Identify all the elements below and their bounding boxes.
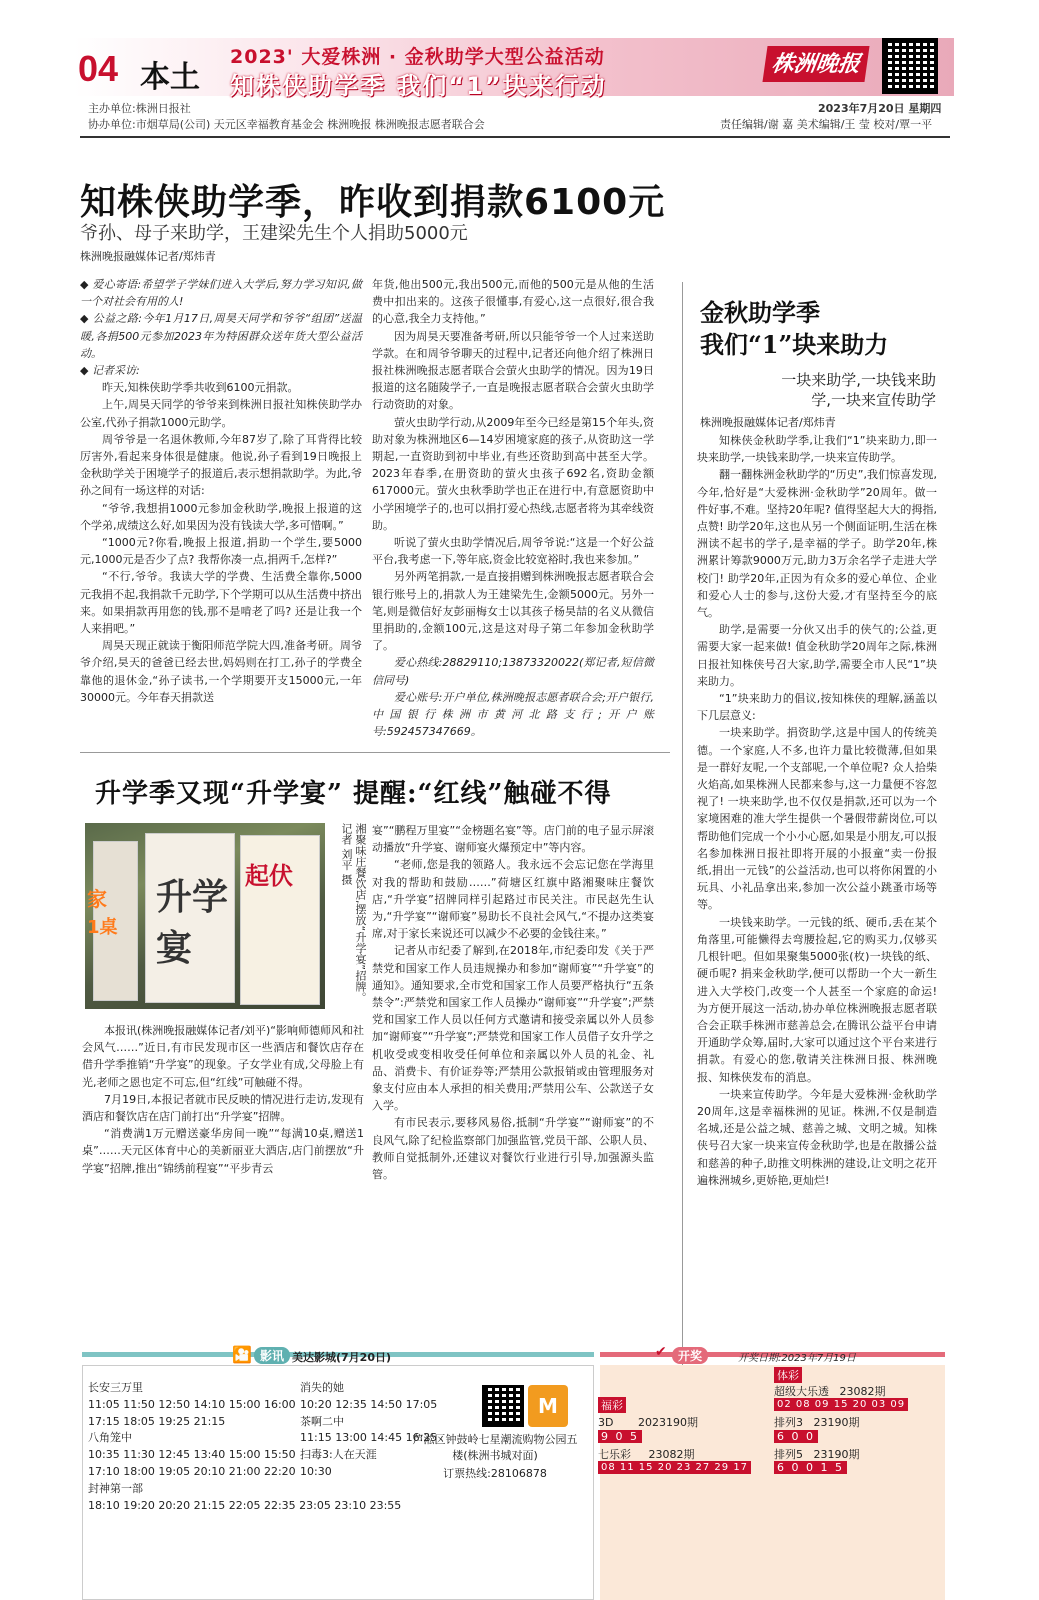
- movie-title: 茶啊二中: [300, 1414, 344, 1428]
- paper-logo: 株洲晚报: [762, 46, 869, 82]
- campaign-title: 2023' 大爱株洲 · 金秋助学大型公益活动: [230, 46, 605, 68]
- lottery-name: 排列5: [774, 1448, 803, 1461]
- cinema-phone: 订票热线:28106878: [443, 1467, 547, 1480]
- paragraph: 爱心热线:28829110;13873320022(郑记者,短信微信同号): [372, 656, 654, 687]
- sidebar-subtitle-line-1: 一块来助学,一块钱来助: [781, 371, 936, 389]
- paragraph: 上午,周昊天同学的爷爷来到株洲日报社知株侠助学办公室,代孙子捐款1000元助学。: [80, 398, 362, 429]
- photo-sign-text: 1桌: [87, 917, 118, 938]
- paragraph: 因为周昊天要准备考研,所以只能爷爷一个人过来送助学款。在和周爷爷聊天的过程中,记者还向他介绍了株洲日报社株洲晚报志愿者联合会萤火虫助学的情况。因为19日报道的这名随陵学子,一直是晚报志愿者联合会萤火虫助学行动资助的对象。: [372, 329, 654, 412]
- second-article-column-2: [372, 822, 654, 1212]
- lottery-issue: 23190期: [813, 1416, 860, 1429]
- paragraph: 年货,他出500元,我出500元,而他的500元是从他的生活费中扣出来的。这孩子很懂事,有爱心,这一点很好,很合我的心意,我全力支持他。”: [372, 278, 654, 326]
- lottery-pailie3-numbers: 6 0 0: [774, 1430, 818, 1443]
- paragraph: 周昊天现正就读于衡阳师范学院大四,准备考研。周爷爷介绍,昊天的爸爸已经去世,妈妈则在打工,孙子的学费全靠他的退休金,“孙子读书,一个学期要开支15000元,一年30000元。今年春天捐款送: [80, 639, 362, 704]
- movie-title: 封神第一部: [88, 1481, 143, 1495]
- paragraph: 助学,是需要一分伙又出手的侠气的;公益,更需要大家一起来做! 值金秋助学20周年之际,株洲日报社知株侠号召大家,助学,需要全市人民“1”块来助力。: [697, 623, 937, 688]
- lottery-name: 3D: [598, 1416, 614, 1429]
- showtimes: 17:15 18:05 19:25 21:15: [88, 1414, 226, 1428]
- cinema-logo-icon: M: [528, 1385, 568, 1427]
- showtimes: 18:10 19:20 20:20 21:15 22:05 22:35 23:05 23:10 23:55: [88, 1498, 402, 1512]
- paragraph: 记者从市纪委了解到,在2018年,市纪委印发《关于严禁党和国家工作人员违规操办和参加“谢师宴”“升学宴”的通知》。通知要求,全市党和国家工作人员要严格执行“五条禁令”:严禁党和国家工作人员操办“谢师宴”“升学宴”;严禁党和国家工作人员以任何方式邀请和接受亲属以外人员参加“谢师宴”“升学宴”;严禁党和国家工作人员借子女升学之机收受或变相收受任何单位和亲属以外人员的礼金、礼品、消费卡、有价证券等;严禁用公款报销或由管理服务对象支付应由本人承担的相关费用;严禁用公车、公款送子女入学。: [372, 944, 654, 1113]
- lottery-qile-numbers: 08 11 15 20 23 27 29 17: [598, 1461, 751, 1474]
- paragraph: 知株侠金秋助学季,让我们“1”块来助力,即一块来助学,一块钱来助学,一块来宣传助学。: [697, 434, 937, 465]
- lottery-qile: [598, 1446, 694, 1462]
- sidebar-title: [700, 297, 888, 361]
- sponsor: 主办单位:株洲日报社: [88, 102, 191, 115]
- showtimes: 11:05 11:50 12:50 14:10 15:00 16:00: [88, 1397, 296, 1411]
- campaign-slogan: 知株侠助学季 我们“1”块来行动: [230, 72, 607, 100]
- qr-code-icon: [882, 38, 938, 94]
- lottery-pailie5: [774, 1446, 860, 1462]
- lottery-issue: 2023190期: [637, 1416, 698, 1429]
- lottery-issue: 23082期: [839, 1385, 886, 1398]
- lottery-name: 超级大乐透: [774, 1385, 829, 1398]
- fucai-tag: 福彩: [598, 1397, 626, 1413]
- movie-title: 消失的她: [300, 1381, 344, 1394]
- second-article-column-1: [82, 1022, 364, 1212]
- cinema-qr-icon: [482, 1385, 524, 1427]
- sidebar-byline: 株洲晚报融媒体记者/郑炜青: [700, 416, 836, 429]
- main-headline: 知株侠助学季，昨收到捐款6100元: [80, 182, 666, 223]
- editors: 责任编辑/谢 嘉 美术编辑/王 莹 校对/覃一平: [720, 118, 933, 131]
- paragraph: “1”块来助力的倡议,按知株侠的理解,涵盖以下几层意义:: [697, 692, 937, 723]
- cinema-tag: 影讯: [254, 1347, 290, 1364]
- main-article-column-1: [80, 276, 362, 746]
- paragraph: 翻一翻株洲金秋助学的“历史”,我们惊喜发现,今年,恰好是“大爱株洲·金秋助学”20周年。做一件好事,不难。坚持20年呢? 值得坚起大大的拇指,点赞! 助学20年,这也从另一个侧面证明,生活在株洲读不起书的学子,是幸福的学子。助学20年,株洲累计筹款9000万元,助力3万余名学子走进大学校门! 助学20年,正因为有众多的爱心单位、企业和爱心人士的参与,这份大爱,才有坚持至今的底气。: [697, 468, 937, 620]
- second-headline: 升学季又现“升学宴” 提醒:“红线”触碰不得: [95, 779, 612, 809]
- main-byline: 株洲晚报融媒体记者/郑炜青: [80, 250, 216, 263]
- lottery-pailie3: [774, 1414, 860, 1430]
- movie-title: 八角笼中: [88, 1431, 132, 1445]
- sidebar-body: [697, 432, 937, 1500]
- paragraph: “爷爷,我想捐1000元参加金秋助学,晚报上报道的这个学弟,成绩这么好,如果因为没有钱读大学,多可惜啊。”: [80, 501, 362, 532]
- showtimes: 17:10 18:00 19:05 20:10 21:00 22:20: [88, 1464, 296, 1478]
- showtimes: 10:20 12:35 14:50 17:05: [300, 1397, 438, 1411]
- check-icon: ✔: [655, 1344, 667, 1360]
- news-photo: [85, 823, 325, 1009]
- paragraph: 另外两笔捐款,一是直接捐赠到株洲晚报志愿者联合会银行账号上的,捐款人为王建梁先生,金额5000元。另外一笔,则是微信好友彭丽梅女士以其孩子杨昊喆的名义从微信里捐助的,金额100元,这是这对母子第二年参加金秋助学了。: [372, 570, 654, 653]
- paragraph: ◆ 公益之路:今年1月17日,周昊天同学和爷爷“组团”送温暖,各捐500元参加2023年为特困群众送年货大型公益活动。: [80, 312, 362, 360]
- paragraph: 爱心账号:开户单位,株洲晚报志愿者联合会;开户银行,中国银行株洲市黄河北路支行;开户账号:592457347669。: [372, 690, 654, 739]
- paragraph: 有市民表示,要移风易俗,抵制“升学宴”“谢师宴”的不良风气,除了纪检监察部门加强监管,党员干部、公职人员、教师自觉抵制外,还建议对餐饮行业进行引导,加强源头监管。: [372, 1116, 654, 1182]
- co-sponsor: 协办单位:市烟草局(公司) 天元区幸福教育基金会 株洲晚报 株洲晚报志愿者联合会: [88, 118, 485, 131]
- movie-title: 扫毒3:人在天涯: [300, 1448, 377, 1462]
- lottery-pailie5-numbers: 6 0 0 1 5: [774, 1461, 847, 1474]
- paragraph: 一块钱来助学。一元钱的纸、硬币,丢在某个角落里,可能懒得去弯腰捡起,它的购买力,仅够买几根针吧。但如果聚集5000张(枚)一块钱的纸、硬币呢? 捐来金秋助学,便可以帮助一个大一新生进入大学校门,改变一个人甚至一个家庭的命运! 为方便开展这一活动,协办单位株洲晚报志愿者联合会正联手株洲市慈善总会,在腾讯公益平台申请开通助学众筹,届时,大家可以通过这个平台来进行捐款。有爱心的您,敬请关注株洲日报、株洲晚报、知株侠发布的消息。: [697, 915, 937, 1084]
- lottery-daletou-numbers: 02 08 09 15 20 03 09: [774, 1398, 908, 1411]
- paragraph: “不行,爷爷。我读大学的学费、生活费全靠你,5000元我捐不起,我捐款千元助学,下个学期可以从生活费中挤出来。如果捐款再用您的钱,那不是啃老了吗? 还是让我一个人来捐吧。”: [80, 570, 362, 636]
- paragraph: “1000元?你看,晚报上报道,捐助一个学生,要5000元,1000元是否少了点? 我帮你凑一点,捐两千,怎样?”: [80, 536, 362, 567]
- article-divider: [80, 752, 670, 753]
- section-name: 本土: [140, 60, 200, 95]
- cinema-name: 美达影城(7月20日): [292, 1351, 392, 1364]
- page-number: 04: [78, 48, 119, 89]
- paragraph: 7月19日,本报记者就市民反映的情况进行走访,发现有酒店和餐饮店在店门前打出“升学宴”招牌。: [82, 1092, 364, 1124]
- lottery-date: 开奖日期:2023年7月19日: [738, 1353, 856, 1364]
- paragraph: ◆ 爱心寄语:希望学子学妹们进入大学后,努力学习知识,做一个对社会有用的人!: [80, 278, 362, 309]
- paragraph: 一块来宣传助学。今年是大爱株洲·金秋助学20周年,这是幸福株洲的见证。株洲,不仅是制造名城,还是公益之城、慈善之城、文明之城。知株侠号召大家一块来宣传金秋助学,也是在散播公益和慈善的种子,助推文明株洲的建设,让文明之花开遍株洲城乡,更娇艳,更灿烂!: [697, 1087, 937, 1187]
- paragraph: 听说了萤火虫助学情况后,周爷爷说:“这是一个好公益平台,我考虑一下,等年底,资金比较宽裕时,我也来参加。”: [372, 536, 654, 567]
- cinema-address: 芦淞区钟鼓岭七星潮流购物公园五楼(株洲书城对面): [412, 1433, 578, 1462]
- paragraph: 本报讯(株洲晚报融媒体记者/刘平)“影响师德师风和社会风气……”近日,有市民发现市区一些酒店和餐饮店存在借升学季推销“升学宴”的现象。子女学业有成,父母脸上有光,老师之恩也定不可忘,但“红线”可触碰不得。: [82, 1024, 364, 1089]
- photo-sign-text: 起伏: [245, 862, 293, 890]
- issue-date: 2023年7月20日 星期四: [818, 102, 942, 115]
- sidebar-subtitle-line-2: 学,一块来宣传助学: [811, 391, 936, 409]
- sidebar-divider: [682, 282, 683, 1502]
- ticai-tag: 体彩: [774, 1367, 802, 1383]
- lottery-issue: 23082期: [648, 1448, 695, 1461]
- lottery-name: 排列3: [774, 1416, 803, 1429]
- lottery-3d: [598, 1414, 698, 1430]
- main-subheadline: 爷孙、母子来助学，王建梁先生个人捐助5000元: [80, 223, 468, 244]
- poster-qifu: [240, 835, 320, 1005]
- lottery-tag: 开奖: [672, 1347, 708, 1364]
- poster-sheng: [145, 833, 235, 1003]
- photo-sign-text: 升学宴: [156, 876, 229, 969]
- showtimes: 10:30: [300, 1464, 332, 1478]
- lottery-name: 七乐彩: [598, 1448, 631, 1461]
- paragraph: 萤火虫助学行动,从2009年至今已经是第15个年头,资助对象为株洲地区6—14岁困境家庭的孩子,从资助这一学期起,一直资助到初中毕业,有些还资助到高中甚至大学。2023年春季,在册资助的萤火虫孩子692名,资助金额617000元。萤火虫秋季助学也正在进行中,有意愿资助中小学困境学子的,也可以捐打爱心热线,志愿者将为其牵线资助。: [372, 415, 654, 532]
- main-article-column-2: [372, 276, 654, 746]
- paragraph: “消费满1万元赠送豪华房间一晚”“每满10桌,赠送1桌”……天元区体育中心的美新丽亚大酒店,店门前摆放“升学宴”招牌,推出“锦绣前程宴”“平步青云: [82, 1127, 364, 1175]
- photo-sign-text: 家: [87, 887, 107, 911]
- paragraph: 一块来助学。捐资助学,这是中国人的传统美德。一个家庭,人不多,也许力量比较微薄,但如果是一群好友呢,一个支部呢,一个单位呢? 众人拾柴火焰高,如果株洲人民都来参与,这一力量便不容忽视了! 一块来助学,也不仅仅是捐款,还可以为一个家境困难的准大学生提供一个暑假带薪岗位,可以帮助他们完成一个小小心愿,如果是小朋友,可以报名参加株洲日报社即将开展的小报童“卖一份报纸,捐出一元钱”的公益活动,也可以将你闲置的小玩具、小礼品拿出来,参加一次公益小跳蚤市场等等。: [697, 726, 937, 912]
- lottery-daletou: [774, 1383, 886, 1399]
- sidebar-subtitle: [700, 370, 936, 410]
- sidebar-title-line-1: 金秋助学季: [700, 298, 820, 327]
- paragraph: 昨天,知株侠助学季共收到6100元捐款。: [102, 381, 299, 395]
- lottery-3d-numbers: 9 0 5: [598, 1430, 642, 1443]
- movie-title: 长安三万里: [88, 1381, 143, 1394]
- sidebar-title-line-2: 我们“1”块来助力: [700, 330, 889, 359]
- photo-caption: 湘聚味庄餐饮店,摆放“升学宴”招牌。记者 刘平 摄: [340, 823, 367, 1003]
- showtimes: 11:15 13:00 14:45 16:25: [300, 1431, 438, 1445]
- paragraph: ◆ 记者采访:: [80, 364, 140, 378]
- showtimes: 10:35 11:30 12:45 13:40 15:00 15:50: [88, 1448, 296, 1462]
- film-icon: 🎦: [232, 1345, 252, 1364]
- lottery-issue: 23190期: [813, 1448, 860, 1461]
- paragraph: 周爷爷是一名退休教师,今年87岁了,除了耳背得比较厉害外,看起来身体很是健康。他说,孙子看到19日晚报上金秋助学关于困境学子的报道后,表示想捐款助学。为此,爷孙之间有一场这样的对话:: [80, 432, 362, 498]
- paragraph: 宴”“鹏程万里宴”“金榜题名宴”等。店门前的电子显示屏滚动播放“升学宴、谢师宴火爆预定中”等内容。: [372, 824, 654, 855]
- paragraph: “老师,您是我的领路人。我永远不会忘记您在学海里对我的帮助和鼓励……”荷塘区红旗中路湘聚味庄餐饮店,“升学宴”招牌同样引起路过市民关注。市民赵先生认为,“升学宴”“谢师宴”易助长不良社会风气,“不提办这类宴席,对于家长来说还可以减少不必要的金钱往来。”: [372, 858, 654, 941]
- masthead-rule: [80, 136, 950, 138]
